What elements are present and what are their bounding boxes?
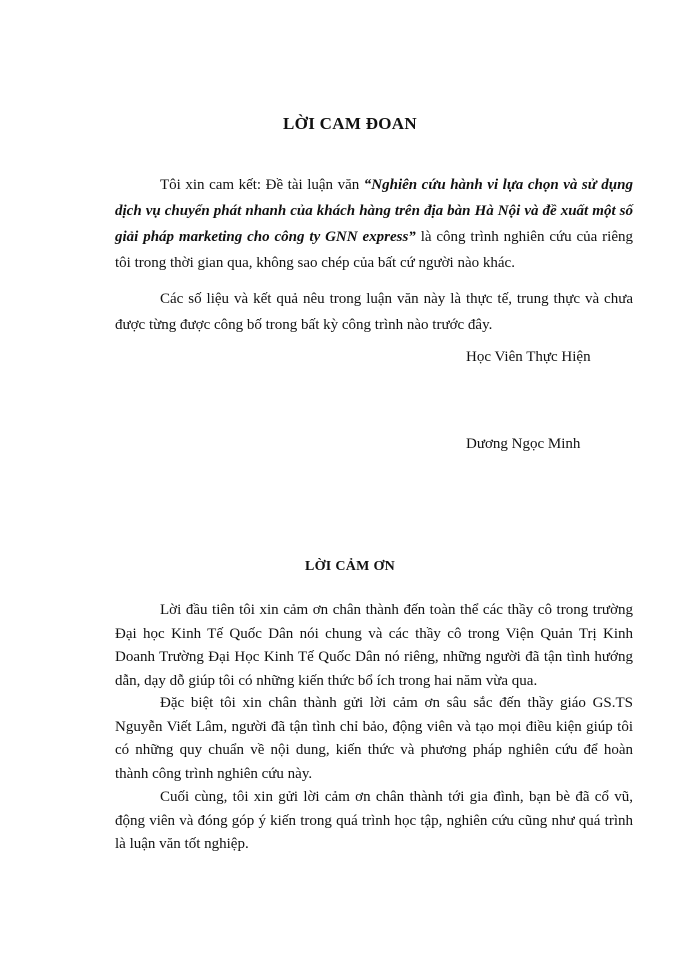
declaration-paragraph-2: Các số liệu và kết quả nêu trong luận văn này là thực tế, trung thực và chưa được từng được công bố trong bất kỳ công trình nào trước đây. bbox=[115, 291, 633, 333]
acknowledgement-title: LỜI CẢM ƠN bbox=[304, 559, 396, 574]
declaration-intro-tail: là công trình nghiên cứu của riêng tôi trong thời gian qua, không sao chép của bất cứ người nào khác. bbox=[115, 229, 634, 271]
acknowledgement-paragraph-1: Lời đầu tiên tôi xin cảm ơn chân thành đến toàn thể các thầy cô trong trường Đại học Kinh Tế Quốc Dân nói chung và các thầy cô trong Viện Quản Trị Kinh Doanh Trường Đại Học Kinh Tế Quốc Dân nó riêng, những người đã tận tình hướng dẫn, dạy dỗ giúp tôi có những kiến thức bổ ích trong hai năm vừa qua. bbox=[115, 602, 633, 689]
acknowledgement-paragraph-3: Cuối cùng, tôi xin gửi lời cảm ơn chân thành tới gia đình, bạn bè đã cổ vũ, động viên và đóng góp ý kiến trong quá trình học tập, nghiên cứu cũng như quá trình là luận văn tốt nghiệp. bbox=[115, 789, 633, 852]
acknowledgement-paragraph-2: Đặc biệt tôi xin chân thành gửi lời cảm ơn sâu sắc đến thầy giáo GS.TS Nguyễn Viết Lâm, người đã tận tình chỉ bảo, động viên và tạo mọi điều kiện giúp tôi có những quy chuẩn về nội dung, kiến thức và phương pháp nghiên cứu để hoàn thành công trình nghiên cứu này. bbox=[115, 695, 633, 782]
signature-name: Dương Ngọc Minh bbox=[466, 436, 581, 452]
signature-label: Học Viên Thực Hiện bbox=[466, 349, 591, 365]
declaration-title: LỜI CAM ĐOAN bbox=[283, 114, 417, 133]
thesis-title: “Nghiên cứu hành vi lựa chọn và sử dụng dịch vụ chuyển phát nhanh của khách hàng trên địa bàn Hà Nội và đề xuất một số giải pháp marketing cho công ty GNN express” bbox=[115, 177, 633, 245]
declaration-intro: Tôi xin cam kết: Đề tài luận văn bbox=[160, 177, 364, 193]
declaration-paragraph-1 bbox=[115, 172, 633, 276]
